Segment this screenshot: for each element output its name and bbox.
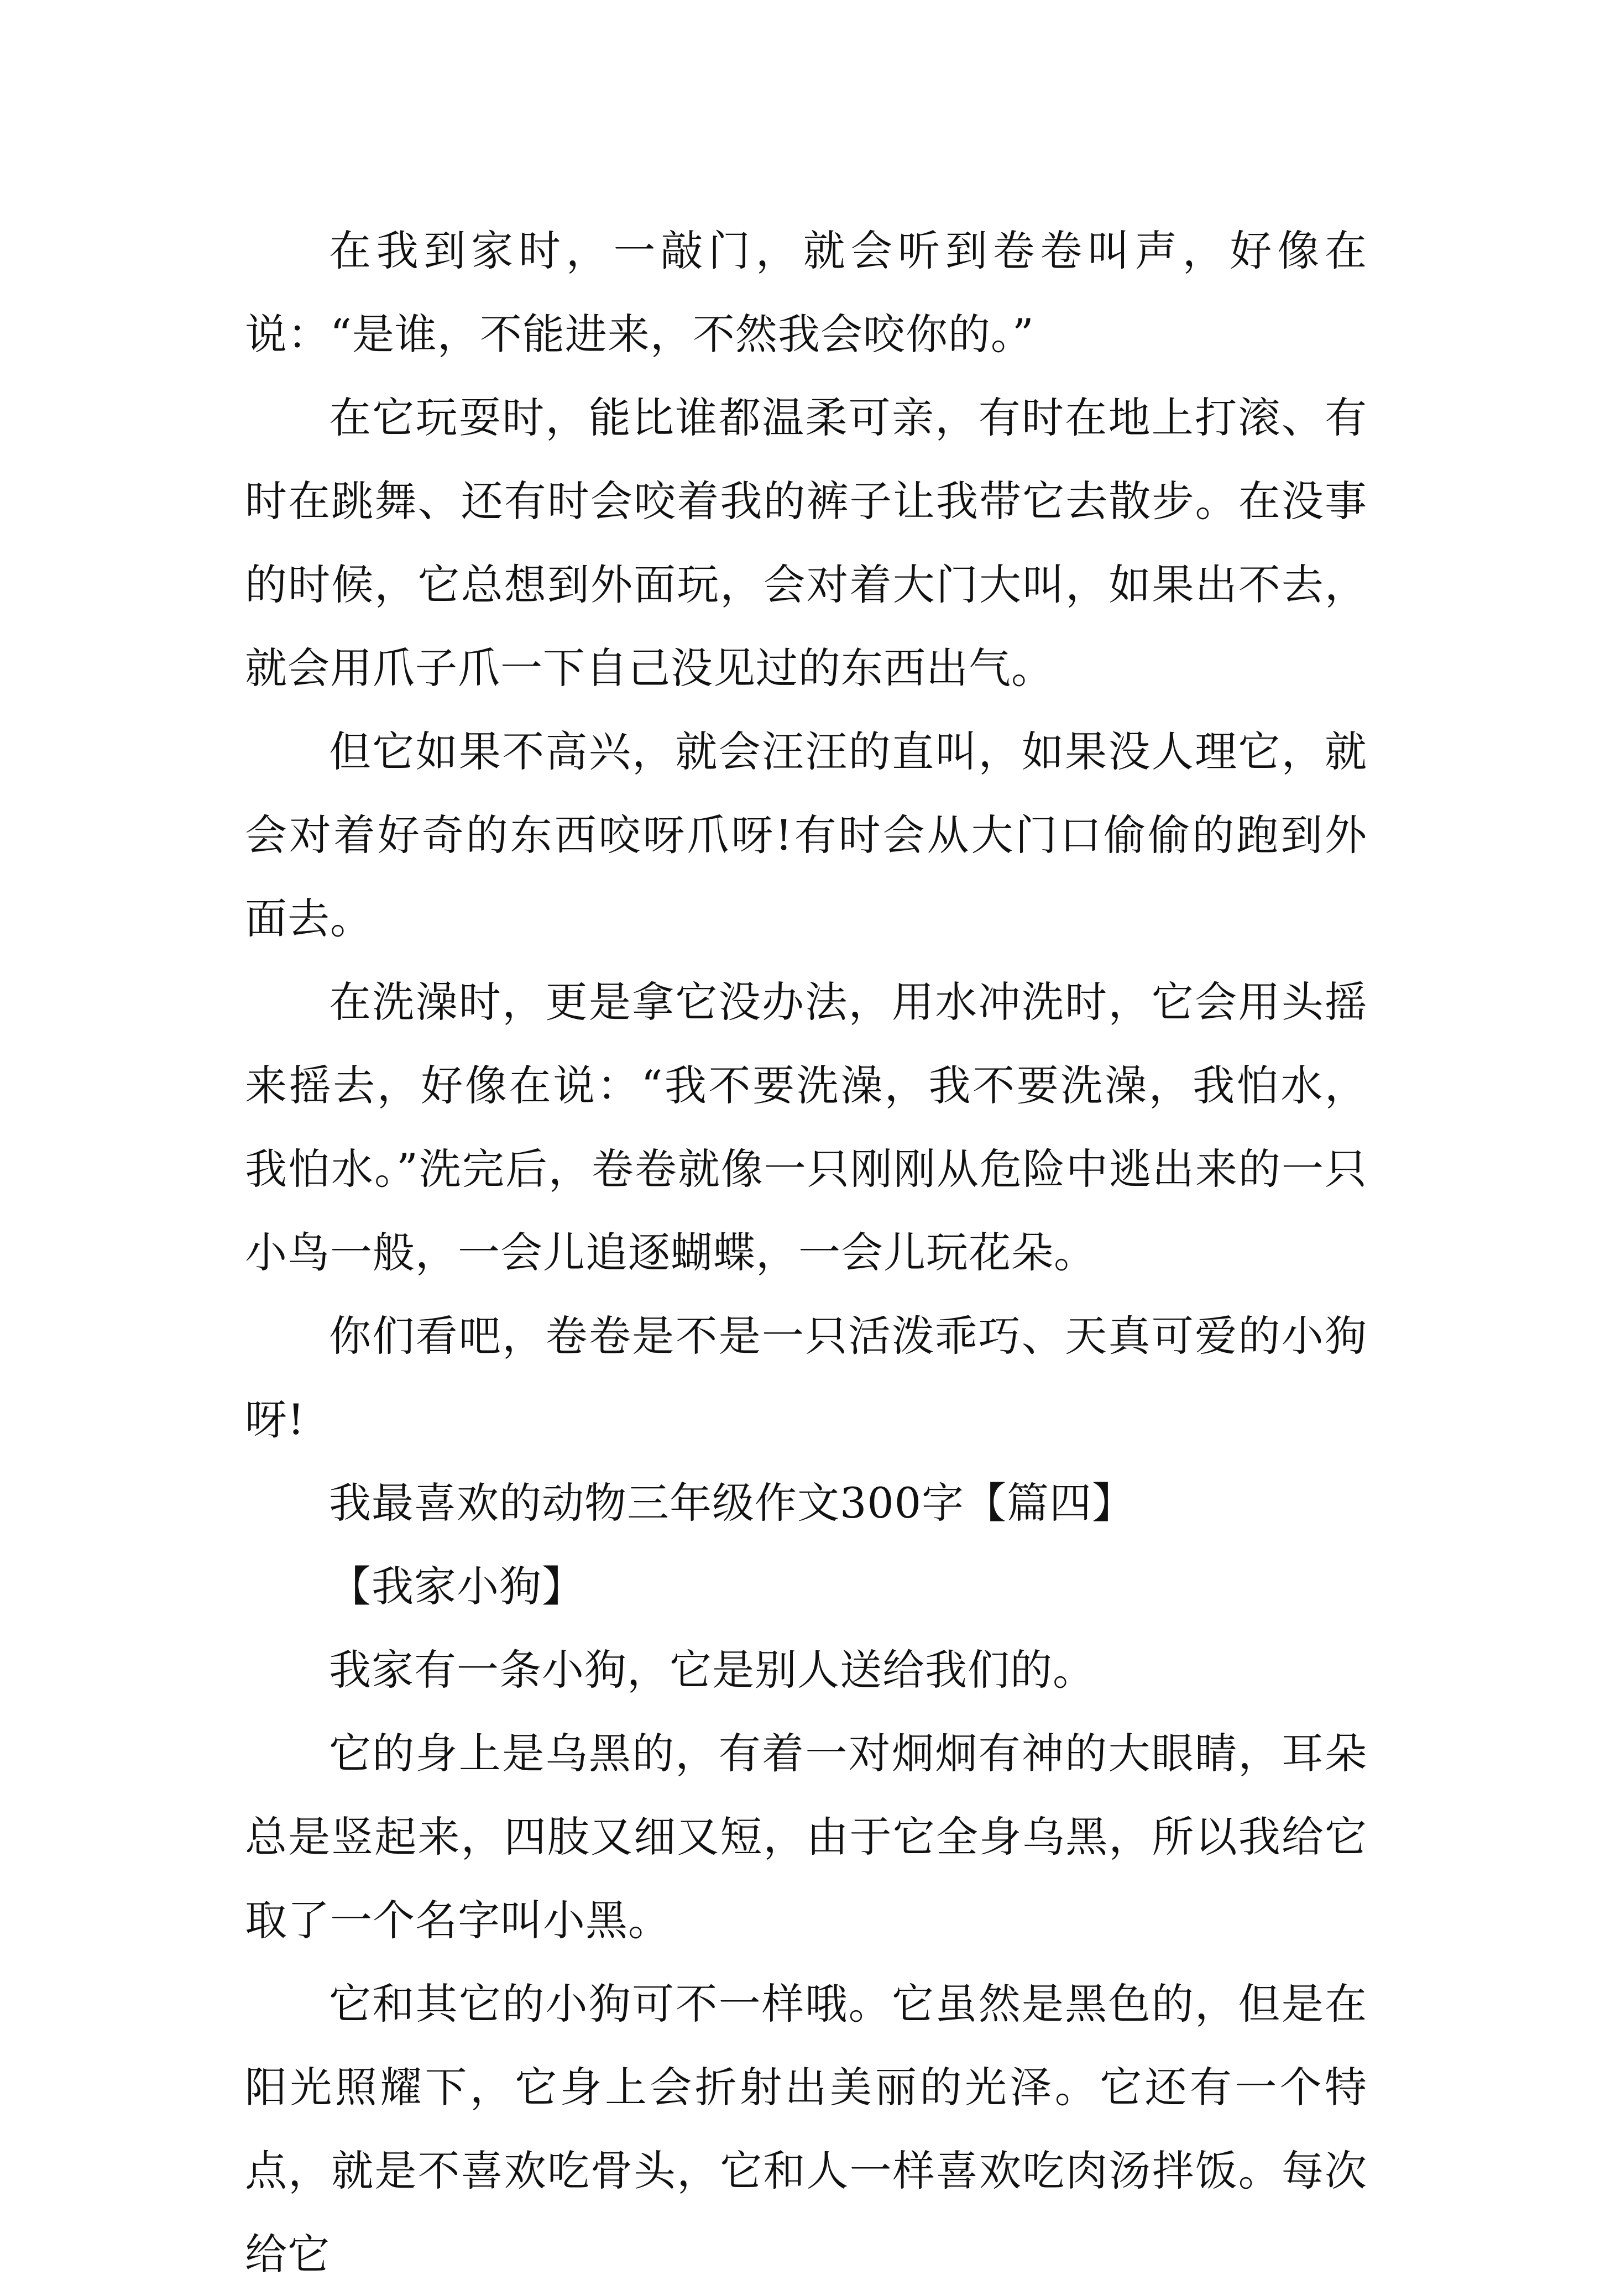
paragraph: 但它如果不高兴，就会汪汪的直叫，如果没人理它，就会对着好奇的东西咬呀爪呀!有时会从大门口偷偷的跑到外面去。 [245,727,1367,943]
paragraph: 你们看吧，卷卷是不是一只活泼乖巧、天真可爱的小狗呀! [245,1311,1367,1444]
paragraph: 我家有一条小狗，它是别人送给我们的。 [329,1645,1095,1694]
paragraph: 在我到家时，一敲门，就会听到卷卷叫声，好像在说：“是谁，不能进来，不然我会咬你的。” [245,226,1367,359]
paragraph: 在它玩耍时，能比谁都温柔可亲，有时在地上打滚、有时在跳舞、还有时会咬着我的裤子让我带它去散步。在没事的时候，它总想到外面玩，会对着大门大叫，如果出不去，就会用爪子爪一下自己没见过的东西出气。 [245,393,1367,693]
essay-body [245,209,1367,2296]
section-heading: 我最喜欢的动物三年级作文300字【篇四】 [329,1478,1135,1528]
paragraph: 它和其它的小狗可不一样哦。它虽然是黑色的，但是在阳光照耀下，它身上会折射出美丽的光泽。它还有一个特点，就是不喜欢吃骨头，它和人一样喜欢吃肉汤拌饭。每次给它 [245,1979,1367,2279]
essay-title: 【我家小狗】 [329,1562,584,1611]
paragraph: 在洗澡时，更是拿它没办法，用水冲洗时，它会用头摇来摇去，好像在说：“我不要洗澡，我不要洗澡，我怕水，我怕水。”洗完后，卷卷就像一只刚刚从危险中逃出来的一只小鸟一般，一会儿追逐蝴蝶，一会儿玩花朵。 [245,977,1367,1277]
paragraph: 它的身上是乌黑的，有着一对炯炯有神的大眼睛，耳朵总是竖起来，四肢又细又短，由于它全身乌黑，所以我给它取了一个名字叫小黑。 [245,1729,1367,1945]
